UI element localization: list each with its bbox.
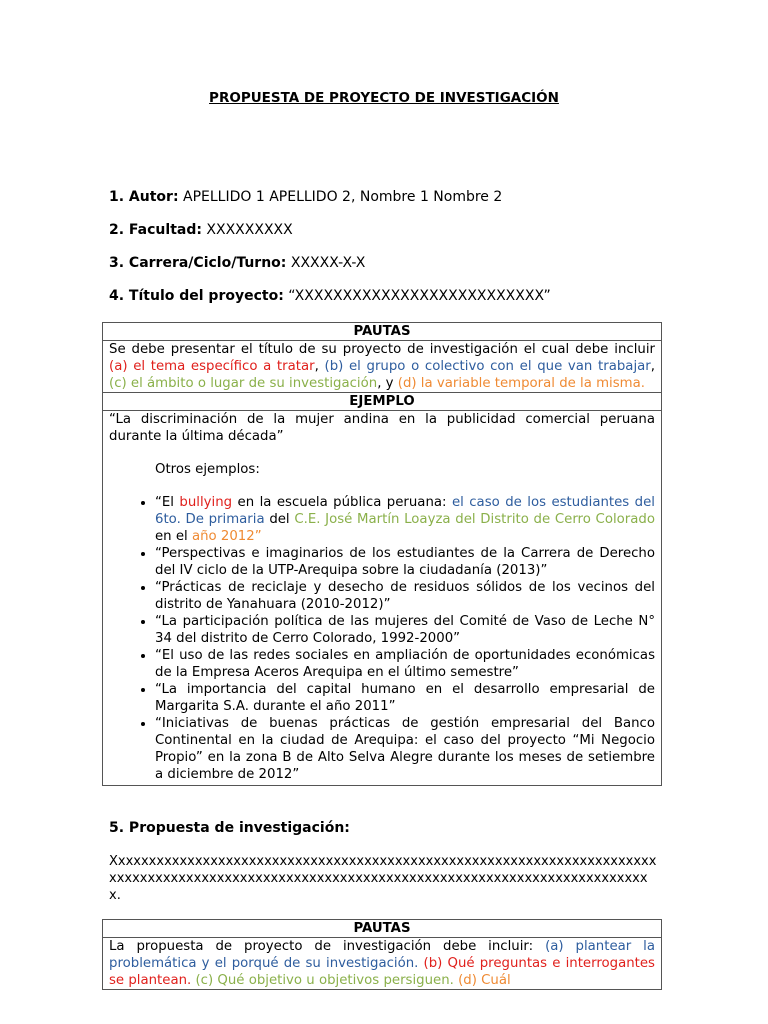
list-item: • “Perspectivas e imaginarios de los estudiantes de la Carrera de Derecho del IV ciclo de la UTP-Arequipa sobre la ciudadanía (2013)” xyxy=(155,545,655,579)
example-text: en el xyxy=(155,529,192,544)
list-item: • “El uso de las redes sociales en ampliación de oportunidades económicas de la Empresa Aceros Arequipa en el último semestre” xyxy=(155,647,655,681)
pautas-table-2 xyxy=(102,919,662,990)
pautas-table-1 xyxy=(102,322,662,786)
examples-list xyxy=(109,494,655,783)
ejemplo-cell xyxy=(103,411,662,786)
pautas-item-b: (b) el grupo o colectivo con el que van trabajar xyxy=(324,359,651,374)
example-topic: bullying xyxy=(179,495,233,510)
otros-ejemplos-label: Otros ejemplos: xyxy=(155,462,260,477)
autor-label: 1. Autor: xyxy=(109,189,179,205)
list-item: • “Iniciativas de buenas prácticas de gestión empresarial del Banco Continental en la ciudad de Arequipa: el caso del proyecto “Mi Negocio Propio” en la zona B de Alto Selva Alegre durante los meses de setiembre a diciembre de 2012” xyxy=(155,715,655,783)
list-item: • “La importancia del capital humano en el desarrollo empresarial de Margarita S.A. durante el año 2011” xyxy=(155,681,655,715)
pautas2-item-a: (a) plantear la problemática y el porqué de su investigación. xyxy=(109,939,656,971)
pautas-intro: Se debe presentar el título de su proyecto de investigación el cual debe incluir xyxy=(109,342,655,357)
pautas2-intro: La propuesta de proyecto de investigación debe incluir: xyxy=(109,939,546,954)
section-5-heading: 5. Propuesta de investigación: xyxy=(109,820,350,836)
pautas-text-1 xyxy=(103,341,662,393)
pautas-item-a: (a) el tema específico a tratar xyxy=(109,359,315,374)
pautas-header-2: PAUTAS xyxy=(103,920,662,938)
section-5-text: Xxxxxxxxxxxxxxxxxxxxxxxxxxxxxxxxxxxxxxxxxxxxxxxxxxxxxxxxxxxxxxxxxxxxxxxxxxxxxxxxxxxxxxxxxxxxxxxxxxxxxxxxxxxxxxxxxxxxxxxxxxxxxxxxxxxxxxxxxxxxxx. xyxy=(109,854,657,903)
titulo-label: 4. Título del proyecto: xyxy=(109,288,284,304)
pautas-sep-3: , y xyxy=(377,376,398,391)
ejemplo-header: EJEMPLO xyxy=(103,393,662,411)
example-text: en la escuela pública peruana: xyxy=(232,495,452,510)
example-year: año 2012” xyxy=(191,529,262,544)
titulo-field xyxy=(109,288,551,304)
pautas2-item-d: (d) Cuál xyxy=(458,973,511,988)
pautas2-item-b: (b) Qué preguntas e interrogantes se plantean. xyxy=(109,956,655,988)
titulo-value: “XXXXXXXXXXXXXXXXXXXXXXXXXX” xyxy=(283,288,551,304)
example-place: C.E. José Martín Loayza del Distrito de Cerro Colorado xyxy=(294,512,656,527)
document-title: PROPUESTA DE PROYECTO DE INVESTIGACIÓN xyxy=(209,90,559,106)
pautas-sep-2: , xyxy=(650,359,655,374)
pautas-sep-1: , xyxy=(314,359,325,374)
ejemplo-text: “La discriminación de la mujer andina en la publicidad comercial peruana durante la última década” xyxy=(109,412,655,444)
example-group: el caso de los estudiantes del 6to. De primaria xyxy=(155,495,655,527)
pautas-text-2 xyxy=(103,938,662,990)
carrera-value: XXXXX-X-X xyxy=(286,255,366,271)
list-item: • “La participación política de las mujeres del Comité de Vaso de Leche N° 34 del distrito de Cerro Colorado, 1992-2000” xyxy=(155,613,655,647)
carrera-label: 3. Carrera/Ciclo/Turno: xyxy=(109,255,287,271)
pautas-header-1: PAUTAS xyxy=(103,323,662,341)
facultad-field xyxy=(109,222,293,238)
pautas-item-d: (d) la variable temporal de la misma. xyxy=(397,376,646,391)
facultad-value: XXXXXXXXX xyxy=(201,222,293,238)
autor-field xyxy=(109,189,502,205)
autor-value: APELLIDO 1 APELLIDO 2, Nombre 1 Nombre 2 xyxy=(178,189,503,205)
pautas-item-c: (c) el ámbito o lugar de su investigación xyxy=(109,376,378,391)
facultad-label: 2. Facultad: xyxy=(109,222,202,238)
list-item: • “Prácticas de reciclaje y desecho de residuos sólidos de los vecinos del distrito de Yanahuara (2010-2012)” xyxy=(155,579,655,613)
pautas2-item-c: (c) Qué objetivo u objetivos persiguen. xyxy=(195,973,454,988)
example-text: del xyxy=(264,512,295,527)
carrera-field xyxy=(109,255,365,271)
list-item xyxy=(155,494,655,545)
example-text: “El xyxy=(155,495,180,510)
